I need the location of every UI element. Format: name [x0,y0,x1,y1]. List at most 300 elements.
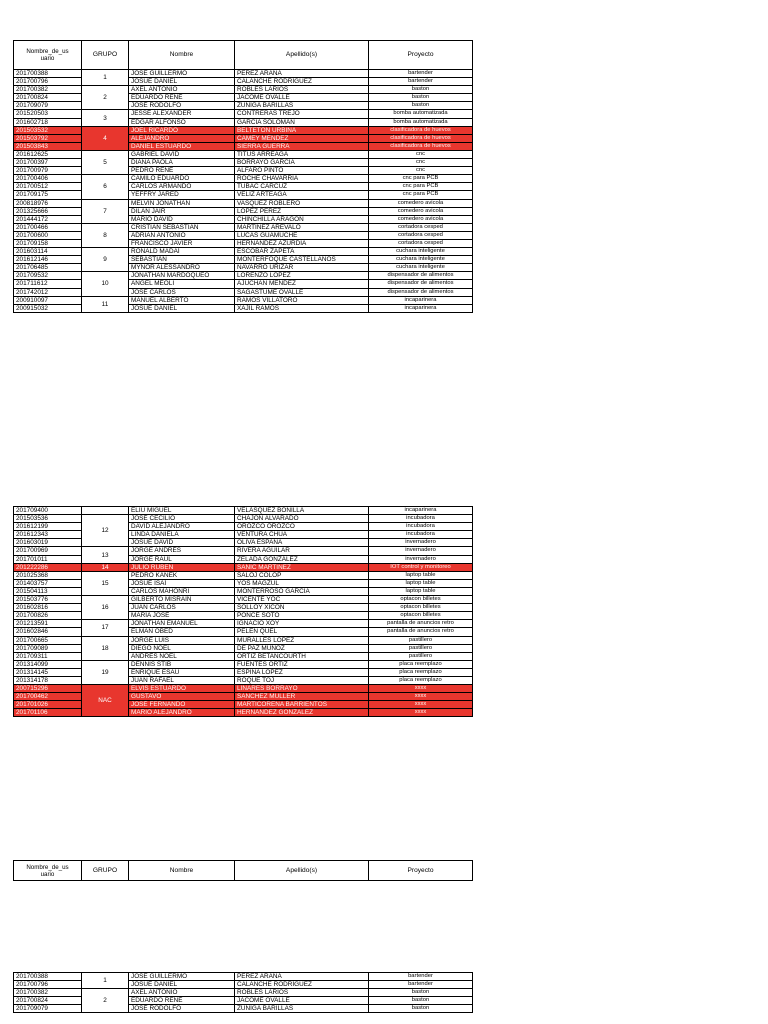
first-name-cell: PEDRO RENÉ [129,167,235,175]
project-cell: cortadora cesped [369,223,473,231]
carnet-cell: 201700824 [14,94,82,102]
carnet-cell: 201700388 [14,70,82,78]
carnet-cell: 201700388 [14,973,82,981]
carnet-cell: 201314178 [14,676,82,684]
last-name-cell: TITUS ARREAGA [235,150,369,158]
first-name-cell: JOEL RICARDO [129,126,235,134]
project-cell: cnc para PCB [369,175,473,183]
project-cell: xxxx [369,693,473,701]
carnet-cell: 201325666 [14,207,82,215]
group-cell: 15 [82,571,129,595]
carnet-cell: 201700462 [14,693,82,701]
carnet-cell: 201612343 [14,531,82,539]
project-cell: bomba automatizada [369,110,473,118]
first-name-cell: GABRIEL DAVID [129,150,235,158]
project-cell: optacon billetes [369,612,473,620]
table-row [14,973,473,981]
carnet-cell: 201709079 [14,102,82,110]
carnet-cell: 201700796 [14,78,82,86]
first-name-cell: ADRIAN ANTONIO [129,231,235,239]
group-cell: 17 [82,620,129,636]
carnet-cell: 200715296 [14,685,82,693]
carnet-cell: 201603114 [14,248,82,256]
table-row [14,515,473,523]
last-name-cell: GARCIA SOLOMÁN [235,118,369,126]
carnet-cell: 201503792 [14,134,82,142]
table-row [14,248,473,256]
first-name-cell: JOSÉ FERNANDO [129,701,235,709]
last-name-cell: SANIC MARTINEZ [235,563,369,571]
carnet-cell: 201700979 [14,167,82,175]
first-name-cell: ELVIS ESTUARDO [129,685,235,693]
last-name-cell: PEREZ ARANA [235,70,369,78]
project-cell: clasificadora de huevos [369,134,473,142]
carnet-cell: 201603019 [14,539,82,547]
project-cell: laptop table [369,579,473,587]
last-name-cell: IGNACIO XOY [235,620,369,628]
first-name-cell: MARÍA JOSÉ [129,612,235,620]
first-name-cell: JOSUÉ DANIEL [129,981,235,989]
first-name-cell: JOSUÉ DANIEL [129,304,235,312]
group-cell: 12 [82,515,129,547]
first-name-cell: JONATHAN MARDOQUEO [129,272,235,280]
header-table [13,860,473,881]
project-cell: baston [369,94,473,102]
last-name-cell: CALANCHE RODRÍGUEZ [235,981,369,989]
last-name-cell: JACOME OVALLE [235,94,369,102]
project-cell: baston [369,989,473,997]
header-nombre: Nombre [129,861,235,881]
carnet-cell: 201222286 [14,563,82,571]
carnet-cell: 201612146 [14,256,82,264]
carnet-cell: 201700796 [14,981,82,989]
first-name-cell: JOSÉ RODOLFO [129,102,235,110]
group-cell [82,507,129,515]
first-name-cell: SEBASTIÁN [129,256,235,264]
last-name-cell: VELÁSQUEZ BONILLA [235,507,369,515]
project-cell: baston [369,86,473,94]
table-row [14,175,473,183]
project-cell: incaparinera [369,507,473,515]
last-name-cell: MARTICORENA BARRIENTOS [235,701,369,709]
group-cell: 10 [82,272,129,296]
table-row [14,150,473,158]
last-name-cell: BELTETÓN URBINA [235,126,369,134]
project-cell: cnc [369,150,473,158]
first-name-cell: ANDRÉS NOEL [129,652,235,660]
last-name-cell: VENTURA CHÚA [235,531,369,539]
carnet-cell: 201701011 [14,555,82,563]
last-name-cell: ZÚÑIGA BARILLAS [235,102,369,110]
last-name-cell: NAVARRO URIZAR [235,264,369,272]
last-name-cell: ROQUE TOJ [235,676,369,684]
first-name-cell: JUAN RAFAEL [129,676,235,684]
last-name-cell: MONTERROSO GARCIA [235,587,369,595]
project-cell: invernadero [369,555,473,563]
project-cell: comedero avicola [369,207,473,215]
last-name-cell: FUENTES ORTIZ [235,660,369,668]
group-cell: 1 [82,973,129,989]
project-cell: clasificadora de huevos [369,142,473,150]
last-name-cell: VICENTE YOC [235,596,369,604]
carnet-cell: 201700665 [14,636,82,644]
first-name-cell: JOSUÉ DANIEL [129,78,235,86]
table-row [14,989,473,997]
project-cell: comedero avicola [369,215,473,223]
first-name-cell: JOSÉ RODOLFO [129,1005,235,1013]
project-cell: incubadora [369,531,473,539]
carnet-cell: 201403757 [14,579,82,587]
header-proyecto: Proyecto [369,861,473,881]
last-name-cell: CONTRERAS TREJO [235,110,369,118]
group-cell: 2 [82,86,129,110]
group-cell: 16 [82,596,129,620]
carnet-cell: 201314099 [14,660,82,668]
last-name-cell: ZÚÑIGA BARILLAS [235,1005,369,1013]
group-cell: 19 [82,660,129,684]
last-name-cell: OROZCO OROZCO [235,523,369,531]
group-cell: 3 [82,110,129,126]
project-cell: xxxx [369,701,473,709]
last-name-cell: MARTINEZ AREVALO [235,223,369,231]
student-table-1 [13,40,473,313]
first-name-cell: GUSTAVO [129,693,235,701]
last-name-cell: LOPEZ PEREZ [235,207,369,215]
header-proyecto: Proyecto [369,41,473,70]
group-cell: 11 [82,296,129,312]
carnet-cell: 201700406 [14,175,82,183]
header-carnet: Nombre_de_us uario [14,41,82,70]
first-name-cell: DILAN JAIR [129,207,235,215]
carnet-cell: 201701026 [14,701,82,709]
project-cell: invernadero [369,539,473,547]
table-row [14,507,473,515]
header-grupo: GRUPO [82,861,129,881]
first-name-cell: PEDRO KANEK [129,571,235,579]
first-name-cell: YEFFRY JARED [129,191,235,199]
carnet-cell: 201503776 [14,596,82,604]
carnet-cell: 201314145 [14,668,82,676]
carnet-cell: 201709079 [14,1005,82,1013]
first-name-cell: JORGE LUIS [129,636,235,644]
last-name-cell: BORRAYO GARCIA [235,159,369,167]
first-name-cell: DAVID ALEJANDRO [129,523,235,531]
first-name-cell: LINDA DANIELA [129,531,235,539]
project-cell: cuchara inteligente [369,256,473,264]
last-name-cell: SANCHEZ MULLER [235,693,369,701]
carnet-cell: 201602718 [14,118,82,126]
last-name-cell: JACOME OVALLE [235,997,369,1005]
last-name-cell: SOLLOY XICÓN [235,604,369,612]
project-cell: baston [369,1005,473,1013]
project-cell: baston [369,102,473,110]
header-apellido: Apellido(s) [235,861,369,881]
first-name-cell: DIEGO NOEL [129,644,235,652]
carnet-cell: 201701106 [14,709,82,717]
student-table-2 [13,506,473,717]
project-cell: IOT control y monitoreo [369,563,473,571]
group-cell: NAC [82,685,129,717]
project-cell: bartender [369,78,473,86]
group-cell: 8 [82,223,129,247]
last-name-cell: DE PAZ MUÑOZ [235,644,369,652]
project-cell: optacon billetes [369,604,473,612]
project-cell: placa reemplazo [369,676,473,684]
project-cell: cnc para PCB [369,191,473,199]
carnet-cell: 201700512 [14,183,82,191]
first-name-cell: JUAN CARLOS [129,604,235,612]
carnet-cell: 200818976 [14,199,82,207]
project-cell: xxxx [369,685,473,693]
project-cell: dispensador de alimentos [369,288,473,296]
table-row [14,563,473,571]
first-name-cell: EDGAR ALFONSO [129,118,235,126]
project-cell: pantalla de anuncios retro [369,620,473,628]
project-cell: laptop table [369,571,473,579]
header-nombre: Nombre [129,41,235,70]
first-name-cell: DENNIS STIB [129,660,235,668]
table-row [14,126,473,134]
first-name-cell: FRANCISCO JAVIER [129,239,235,247]
group-cell: 1 [82,70,129,86]
project-cell: clasificadora de huevos [369,126,473,134]
student-table-3 [13,972,473,1013]
first-name-cell: AXEL ANTONIO [129,86,235,94]
first-name-cell: JOSE GUILLERMO [129,973,235,981]
last-name-cell: MURALLES LÓPEZ [235,636,369,644]
group-cell: 13 [82,547,129,563]
last-name-cell: YOS MAGZUL [235,579,369,587]
project-cell: cnc [369,159,473,167]
group-cell: 2 [82,989,129,1013]
first-name-cell: JESSÉ ALEXANDER [129,110,235,118]
last-name-cell: LUCAS GUAMUCHE [235,231,369,239]
last-name-cell: VASQUEZ ROBLERO [235,199,369,207]
last-name-cell: HERNÁNDEZ AZURDIA [235,239,369,247]
project-cell: cnc [369,167,473,175]
last-name-cell: SAGASTUME OVALLE [235,288,369,296]
project-cell: placa reemplazo [369,668,473,676]
table-row [14,660,473,668]
project-cell: cnc para PCB [369,183,473,191]
group-cell: 18 [82,636,129,660]
carnet-cell: 201709089 [14,644,82,652]
last-name-cell: ORTIZ BETANCOURTH [235,652,369,660]
project-cell: pastillero [369,644,473,652]
last-name-cell: PONCE SOTO [235,612,369,620]
project-cell: xxxx [369,709,473,717]
project-cell: dispensador de alimentos [369,280,473,288]
group-cell: 14 [82,563,129,571]
table-row [14,636,473,644]
carnet-cell: 201213591 [14,620,82,628]
last-name-cell: LINARES BORRAYO [235,685,369,693]
first-name-cell: MELVIN JONATHAN [129,199,235,207]
project-cell: baston [369,997,473,1005]
last-name-cell: CHAJON ALVARADO [235,515,369,523]
project-cell: incaparinera [369,304,473,312]
header-carnet: Nombre_de_us uario [14,861,82,881]
header-apellido: Apellido(s) [235,41,369,70]
first-name-cell: JULIO RUBEN [129,563,235,571]
last-name-cell: AJUCHAN MENDEZ [235,280,369,288]
group-cell: 6 [82,175,129,199]
table-row [14,70,473,78]
carnet-cell: 201709175 [14,191,82,199]
carnet-cell: 201709311 [14,652,82,660]
table-row [14,223,473,231]
project-cell: incaparinera [369,296,473,304]
group-cell: 9 [82,248,129,272]
table-row [14,296,473,304]
project-cell: incubadora [369,515,473,523]
first-name-cell: CAMILO EDUARDO [129,175,235,183]
header-grupo: GRUPO [82,41,129,70]
project-cell: cuchara inteligente [369,248,473,256]
first-name-cell: AXEL ANTONIO [129,989,235,997]
project-cell: bomba automatizada [369,118,473,126]
carnet-cell: 201700397 [14,159,82,167]
carnet-cell: 201504113 [14,587,82,595]
table-row [14,620,473,628]
first-name-cell: RONALD MADAÍ [129,248,235,256]
carnet-cell: 201503532 [14,126,82,134]
last-name-cell: CAMEY MÉNDEZ [235,134,369,142]
first-name-cell: JONATHAN EMANUEL [129,620,235,628]
carnet-cell: 201700382 [14,86,82,94]
group-cell: 4 [82,126,129,150]
carnet-cell: 201602846 [14,628,82,636]
carnet-cell: 201612199 [14,523,82,531]
project-cell: bartender [369,70,473,78]
first-name-cell: CARLOS ARMANDO [129,183,235,191]
first-name-cell: MANUEL ALBERTO [129,296,235,304]
first-name-cell: MARIO DAVID [129,215,235,223]
last-name-cell: ROBLES LARIOS [235,86,369,94]
last-name-cell: CHINCHILLA ARAGÓN [235,215,369,223]
last-name-cell: ROBLES LARIOS [235,989,369,997]
last-name-cell: ESPINA LOPEZ [235,668,369,676]
project-cell: placa reemplazo [369,660,473,668]
carnet-cell: 201700969 [14,547,82,555]
last-name-cell: PELEN QUEL [235,628,369,636]
project-cell: comedero avicola [369,199,473,207]
carnet-cell: 201700382 [14,989,82,997]
project-cell: cuchara inteligente [369,264,473,272]
last-name-cell: LORENZO LOPEZ [235,272,369,280]
first-name-cell: DIANA PAOLA [129,159,235,167]
project-cell: cortadora cesped [369,231,473,239]
project-cell: laptop table [369,587,473,595]
first-name-cell: JORGE RAUL [129,555,235,563]
first-name-cell: ELMAN OBED [129,628,235,636]
table-row [14,110,473,118]
group-cell: 7 [82,199,129,223]
header-row [14,41,473,70]
last-name-cell: MONTERFOQUE CASTELLANOS [235,256,369,264]
project-cell: pastillero [369,652,473,660]
first-name-cell: JOSE GUILLERMO [129,70,235,78]
carnet-cell: 201711612 [14,280,82,288]
project-cell: incubadora [369,523,473,531]
first-name-cell: ANGEL MEOLI [129,280,235,288]
first-name-cell: JOSÉ CECILIO [129,515,235,523]
last-name-cell: VELIZ ARTEAGA [235,191,369,199]
last-name-cell: SIERRA GUERRA [235,142,369,150]
table-row [14,596,473,604]
first-name-cell: JOSÉ CARLOS [129,288,235,296]
carnet-cell: 201700826 [14,612,82,620]
first-name-cell: ELIÚ MIGUEL [129,507,235,515]
first-name-cell: GILBERTO MISRAIN [129,596,235,604]
carnet-cell: 201700466 [14,223,82,231]
carnet-cell: 201520503 [14,110,82,118]
project-cell: dispensador de alimentos [369,272,473,280]
first-name-cell: MYNOR ALESSANDRO [129,264,235,272]
first-name-cell: JOSUÉ DAVID [129,539,235,547]
carnet-cell: 201709158 [14,239,82,247]
carnet-cell: 201706485 [14,264,82,272]
last-name-cell: TUBAC CARCUZ [235,183,369,191]
carnet-cell: 201503843 [14,142,82,150]
last-name-cell: XAJIL RAMOS [235,304,369,312]
last-name-cell: ROCHE CHAVARRIA [235,175,369,183]
project-cell: pastillero [369,636,473,644]
project-cell: optacon billetes [369,596,473,604]
carnet-cell: 201612625 [14,150,82,158]
table-row [14,272,473,280]
carnet-cell: 201503536 [14,515,82,523]
last-name-cell: SALOJ COLOP [235,571,369,579]
last-name-cell: RAMOS VILLATORO [235,296,369,304]
table-row [14,199,473,207]
project-cell: bartender [369,973,473,981]
first-name-cell: JORGE ANDRÉS [129,547,235,555]
first-name-cell: EDUARDO RENÉ [129,94,235,102]
project-cell: bartender [369,981,473,989]
carnet-cell: 200915032 [14,304,82,312]
project-cell: cortadora cesped [369,239,473,247]
last-name-cell: HERNÁNDEZ GONZALEZ [235,709,369,717]
table-row [14,86,473,94]
first-name-cell: CRISTIAN SEBASTIAN [129,223,235,231]
carnet-cell: 201742012 [14,288,82,296]
first-name-cell: CARLOS MAHONRI [129,587,235,595]
last-name-cell: PEREZ ARANA [235,973,369,981]
first-name-cell: ENRIQUE ESAU [129,668,235,676]
table-row [14,685,473,693]
first-name-cell: DANIEL ESTUARDO [129,142,235,150]
group-cell: 5 [82,150,129,174]
carnet-cell: 201025368 [14,571,82,579]
last-name-cell: OLIVA ESPAÑA [235,539,369,547]
carnet-cell: 200910097 [14,296,82,304]
table-row [14,547,473,555]
carnet-cell: 201444172 [14,215,82,223]
header-row [14,861,473,881]
project-cell: invernadero [369,547,473,555]
last-name-cell: ZELADA GONZÁLEZ [235,555,369,563]
last-name-cell: RIVERA AGUILAR [235,547,369,555]
carnet-cell: 201700600 [14,231,82,239]
carnet-cell: 201602816 [14,604,82,612]
carnet-cell: 201709532 [14,272,82,280]
first-name-cell: EDUARDO RENÉ [129,997,235,1005]
last-name-cell: ALFARO PINTO [235,167,369,175]
table-row [14,571,473,579]
carnet-cell: 201709400 [14,507,82,515]
first-name-cell: MARIO ALEJANDRO [129,709,235,717]
